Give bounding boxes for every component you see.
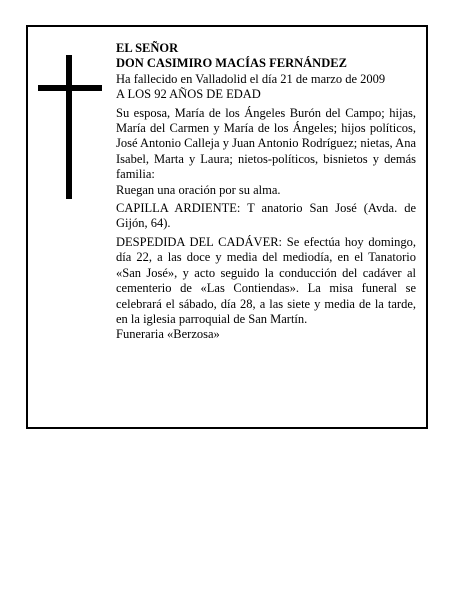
deceased-name: DON CASIMIRO MACÍAS FERNÁNDEZ (116, 56, 347, 71)
obituary-notice (26, 25, 428, 429)
chapel-paragraph: CAPILLA ARDIENTE: T anatorio San José (Avda. de Gijón, 64). (116, 201, 416, 231)
cross-vertical-bar (66, 55, 72, 199)
funeral-home-line: Funeraria «Berzosa» (116, 327, 220, 342)
prayer-line: Ruegan una oración por su alma. (116, 182, 281, 197)
cross-icon (38, 55, 102, 199)
title-line-1: EL SEÑOR (116, 41, 179, 55)
age-line: A LOS 92 AÑOS DE EDAD (116, 87, 261, 102)
cross-horizontal-bar (38, 85, 102, 91)
farewell-paragraph: DESPEDIDA DEL CADÁVER: Se efectúa hoy domingo, día 22, a las doce y media del mediodía, en el Tanatorio «San José», y acto seguido la conducción del cadáver al cementerio de «Las Contiendas». La misa funeral se celebrará el sábado, día 28, a las siete y media de la tarde, en la iglesia parroquial de San Martín. (116, 234, 416, 326)
family-paragraph: Su esposa, María de los Ángeles Burón del Campo; hijas, María del Carmen y María de los Ángeles; hijos políticos, José Antonio Calleja y Juan Antonio Rodríguez; nietas, Ana Isabel, Marta y Laura; nietos-políticos, bisnietos y demás familia: (116, 105, 416, 182)
obituary-text (116, 41, 416, 343)
death-date-line: Ha fallecido en Valladolid el día 21 de marzo de 2009 (116, 71, 386, 86)
